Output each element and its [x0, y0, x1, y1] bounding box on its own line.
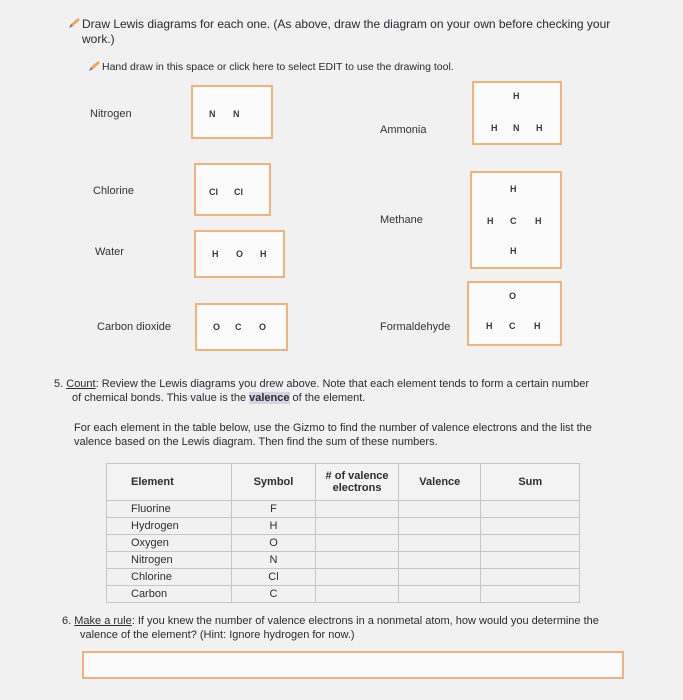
cell-valence-input[interactable]	[399, 535, 481, 552]
water-atom-2: O	[236, 249, 244, 259]
question-5-text-3: of the element.	[289, 392, 366, 404]
water-label: Water	[95, 246, 124, 258]
cell-symbol: F	[231, 501, 315, 518]
table-row	[107, 552, 580, 569]
carbon-dioxide-atom-2: C	[235, 322, 242, 332]
ammonia-atom-center: N	[513, 123, 520, 133]
methane-atom-bottom: H	[510, 246, 517, 256]
ammonia-atom-top: H	[513, 91, 520, 101]
cell-element: Carbon	[107, 586, 232, 603]
water-atom-1: H	[212, 249, 219, 259]
ammonia-label: Ammonia	[380, 124, 427, 136]
header-valence-electrons: # of valence electrons	[315, 464, 398, 501]
water-atom-3: H	[260, 249, 267, 259]
draw-hint[interactable]	[88, 61, 454, 73]
question-5-instr-line1: For each element in the table below, use the Gizmo to find the number of valence electrons and the list the	[74, 422, 592, 434]
instruction-line1: Draw Lewis diagrams for each one. (As above, draw the diagram on your own before checking your	[82, 17, 611, 31]
methane-diagram-box[interactable]	[470, 171, 562, 269]
cell-element: Oxygen	[107, 535, 232, 552]
header-sum: Sum	[481, 464, 580, 501]
table-header-row	[107, 464, 580, 501]
ammonia-diagram-box[interactable]	[472, 81, 562, 145]
chlorine-atom-2: Cl	[234, 187, 243, 197]
cell-valence-electrons-input[interactable]	[315, 535, 398, 552]
formaldehyde-atom-top: O	[509, 291, 517, 301]
formaldehyde-atom-center: C	[509, 321, 516, 331]
cell-element: Fluorine	[107, 501, 232, 518]
nitrogen-label: Nitrogen	[90, 108, 132, 120]
cell-valence-input[interactable]	[399, 501, 481, 518]
cell-sum-input[interactable]	[481, 535, 580, 552]
cell-element: Chlorine	[107, 569, 232, 586]
cell-symbol: N	[231, 552, 315, 569]
draw-hint-text[interactable]: Hand draw in this space or click here to select EDIT to use the drawing tool.	[102, 61, 454, 73]
question-5-line2	[72, 391, 652, 405]
formaldehyde-atom-left: H	[486, 321, 493, 331]
instruction-text	[68, 17, 648, 47]
formaldehyde-atom-right: H	[534, 321, 541, 331]
methane-atom-top: H	[510, 184, 517, 194]
table-row	[107, 518, 580, 535]
cell-sum-input[interactable]	[481, 518, 580, 535]
question-6-title: Make a rule	[74, 615, 132, 627]
table-row	[107, 586, 580, 603]
instruction-line2: work.)	[82, 32, 115, 46]
question-6-line2: valence of the element? (Hint: Ignore hydrogen for now.)	[80, 629, 355, 641]
cell-valence-input[interactable]	[399, 569, 481, 586]
cell-symbol: Cl	[231, 569, 315, 586]
ammonia-atom-right: H	[536, 123, 543, 133]
cell-symbol: O	[231, 535, 315, 552]
header-symbol: Symbol	[231, 464, 315, 501]
question-5-title: Count	[66, 378, 96, 390]
question-5-text-1: : Review the Lewis diagrams you drew above. Note that each element tends to form a certain number	[95, 378, 590, 390]
table-row	[107, 535, 580, 552]
carbon-dioxide-atom-1: O	[213, 322, 221, 332]
methane-label: Methane	[380, 214, 423, 226]
cell-sum-input[interactable]	[481, 569, 580, 586]
chlorine-atom-1: Cl	[209, 187, 218, 197]
nitrogen-atom-2: N	[233, 109, 240, 119]
cell-sum-input[interactable]	[481, 586, 580, 603]
cell-valence-electrons-input[interactable]	[315, 569, 398, 586]
header-valence: Valence	[399, 464, 481, 501]
question-6-answer-box[interactable]	[82, 651, 624, 679]
question-5-instructions	[74, 421, 654, 449]
nitrogen-atom-1: N	[209, 109, 216, 119]
methane-atom-right: H	[535, 216, 542, 226]
table-row	[107, 501, 580, 518]
header-element: Element	[107, 464, 232, 501]
ammonia-atom-left: H	[491, 123, 498, 133]
cell-valence-input[interactable]	[399, 552, 481, 569]
question-5	[54, 377, 654, 391]
question-6	[62, 614, 662, 628]
carbon-dioxide-atom-3: O	[259, 322, 267, 332]
cell-element: Hydrogen	[107, 518, 232, 535]
pencil-icon	[88, 61, 101, 75]
formaldehyde-diagram-box[interactable]	[467, 281, 562, 346]
valence-table	[106, 463, 580, 603]
cell-valence-input[interactable]	[399, 518, 481, 535]
valence-term: valence	[249, 392, 290, 404]
cell-sum-input[interactable]	[481, 501, 580, 518]
question-5-number: 5.	[54, 378, 64, 390]
methane-atom-left: H	[487, 216, 494, 226]
cell-element: Nitrogen	[107, 552, 232, 569]
cell-sum-input[interactable]	[481, 552, 580, 569]
cell-valence-input[interactable]	[399, 586, 481, 603]
carbon-dioxide-diagram-box[interactable]	[195, 303, 288, 351]
cell-valence-electrons-input[interactable]	[315, 518, 398, 535]
cell-symbol: H	[231, 518, 315, 535]
chlorine-diagram-box[interactable]	[194, 163, 271, 216]
chlorine-label: Chlorine	[93, 185, 134, 197]
cell-valence-electrons-input[interactable]	[315, 552, 398, 569]
question-5-instr-line2: valence based on the Lewis diagram. Then find the sum of these numbers.	[74, 436, 438, 448]
question-5-text-2: of chemical bonds. This value is the	[72, 392, 250, 404]
cell-valence-electrons-input[interactable]	[315, 586, 398, 603]
pencil-icon[interactable]	[68, 18, 81, 33]
nitrogen-diagram-box[interactable]	[191, 85, 273, 139]
question-6-number: 6.	[62, 615, 72, 627]
water-diagram-box[interactable]	[194, 230, 285, 278]
question-6-text-1: : If you knew the number of valence electrons in a nonmetal atom, how would you determine the	[131, 615, 599, 627]
formaldehyde-label: Formaldehyde	[380, 321, 451, 333]
cell-valence-electrons-input[interactable]	[315, 501, 398, 518]
carbon-dioxide-label: Carbon dioxide	[97, 321, 171, 333]
methane-atom-center: C	[510, 216, 517, 226]
cell-symbol: C	[231, 586, 315, 603]
table-row	[107, 569, 580, 586]
